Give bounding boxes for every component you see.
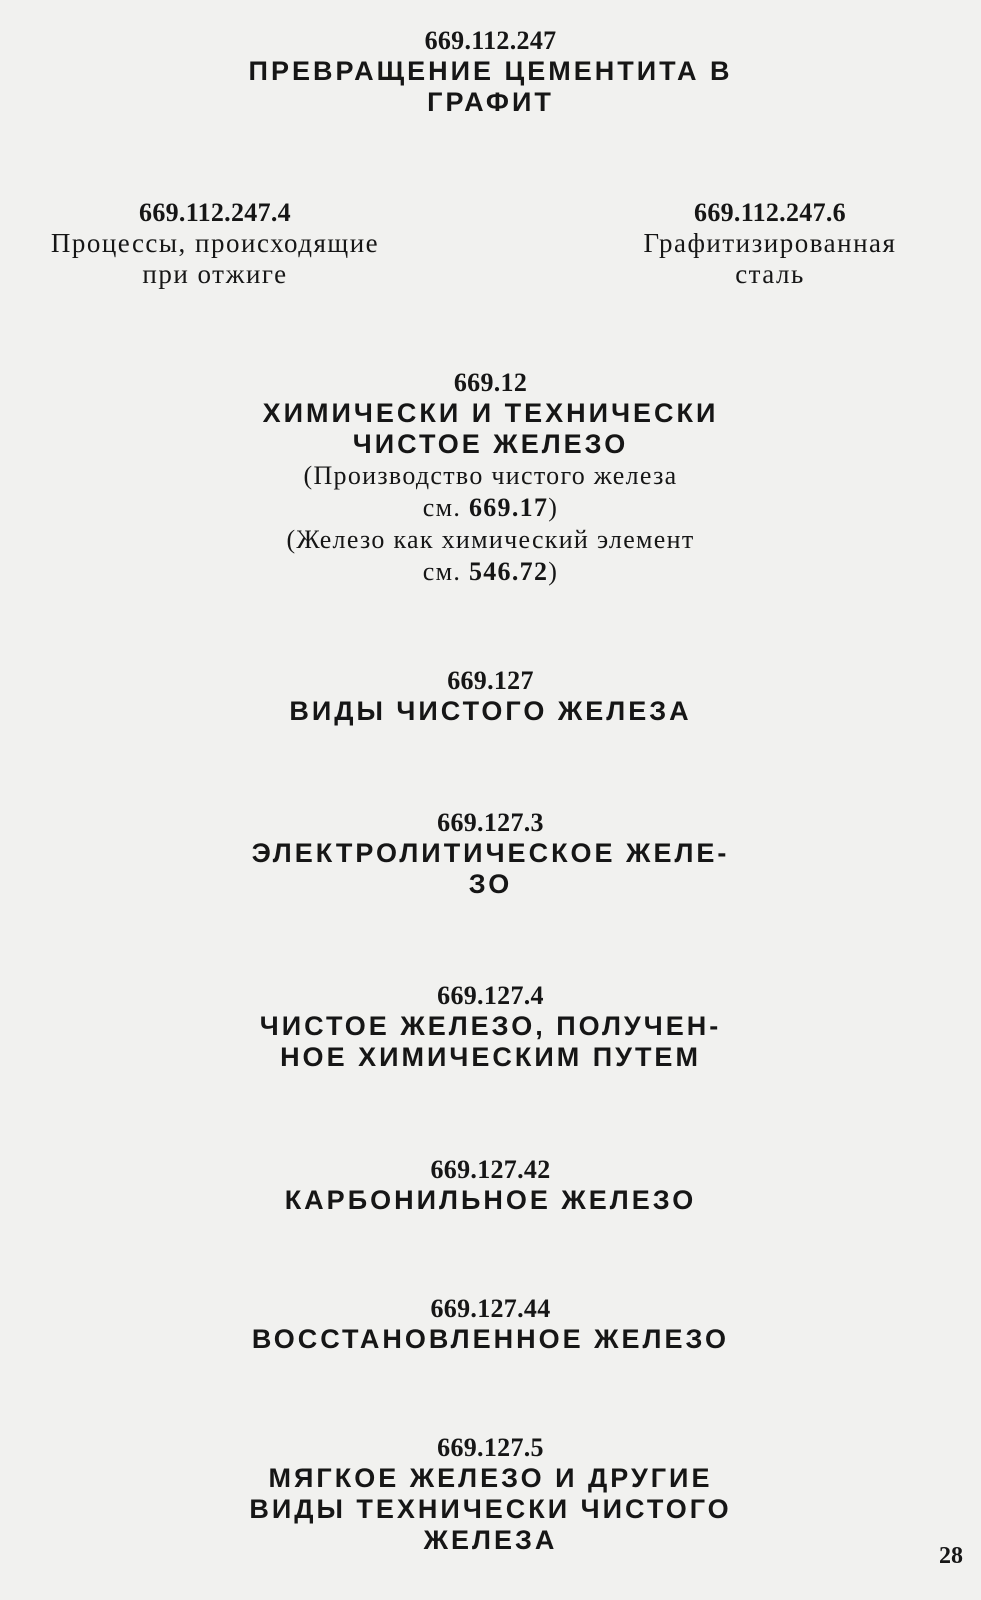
note-suffix: ) (548, 557, 559, 586)
udc-code: 669.127.44 (430, 1294, 551, 1323)
udc-code: 669.112.247 (424, 26, 557, 55)
udc-code: 669.127.4 (437, 981, 544, 1010)
note-line: (Производство чистого железа (303, 461, 678, 490)
entry-669-112-247 (0, 26, 981, 118)
note-ref: 669.17 (468, 493, 549, 522)
entry-heading-line: ЧИСТОЕ ЖЕЛЕЗО, ПОЛУЧЕН- (259, 1011, 722, 1041)
entry-669-127-5 (0, 1433, 981, 1556)
entry-heading-line: НОЕ ХИМИЧЕСКИМ ПУТЕМ (280, 1042, 701, 1072)
entry-669-112-247-6 (590, 198, 950, 290)
note-line: (Железо как химический элемент (286, 525, 695, 554)
note-prefix: см. (422, 493, 469, 522)
page-number: 28 (939, 1543, 963, 1569)
entry-heading-line: ВОССТАНОВЛЕННОЕ ЖЕЛЕЗО (251, 1324, 730, 1354)
entry-heading-line: МЯГКОЕ ЖЕЛЕЗО И ДРУГИЕ (268, 1463, 713, 1493)
entry-heading-line: ПРЕВРАЩЕНИЕ ЦЕМЕНТИТА В (248, 56, 733, 86)
cross-reference-note (0, 524, 981, 588)
entry-669-112-247-4 (0, 198, 430, 290)
entry-669-127 (0, 666, 981, 727)
entry-heading-line: ЗО (468, 869, 513, 899)
entry-heading-line: ЭЛЕКТРОЛИТИЧЕСКОЕ ЖЕЛЕ- (251, 838, 730, 868)
udc-code: 669.112.247.6 (694, 198, 846, 227)
udc-code: 669.127.5 (437, 1433, 544, 1462)
entry-heading-line: ЖЕЛЕЗА (423, 1525, 558, 1555)
entry-heading-line: КАРБОНИЛЬНОЕ ЖЕЛЕЗО (284, 1185, 697, 1215)
entry-heading-line: ВИДЫ ЧИСТОГО ЖЕЛЕЗА (289, 696, 692, 726)
note-line (0, 492, 981, 524)
entry-669-127-3 (0, 808, 981, 900)
entry-text-line: при отжиге (142, 259, 288, 289)
udc-code: 669.127 (447, 666, 534, 695)
entry-669-127-42 (0, 1155, 981, 1216)
entry-heading-line: ХИМИЧЕСКИ И ТЕХНИЧЕСКИ (262, 398, 719, 428)
note-suffix: ) (548, 493, 559, 522)
entry-669-12 (0, 368, 981, 588)
cross-reference-note (0, 460, 981, 524)
udc-code: 669.12 (453, 368, 528, 397)
udc-code: 669.127.42 (430, 1155, 551, 1184)
entry-heading-line: ГРАФИТ (427, 87, 554, 117)
udc-code: 669.112.247.4 (139, 198, 291, 227)
udc-code: 669.127.3 (437, 808, 544, 837)
note-ref: 546.72 (468, 557, 549, 586)
entry-669-127-4 (0, 981, 981, 1073)
entry-text-line: Процессы, происходящие (50, 228, 380, 258)
entry-text-line: сталь (735, 259, 805, 289)
entry-669-127-44 (0, 1294, 981, 1355)
note-prefix: см. (422, 557, 469, 586)
entry-heading-line: ЧИСТОЕ ЖЕЛЕЗО (352, 429, 629, 459)
entry-heading-line: ВИДЫ ТЕХНИЧЕСКИ ЧИСТОГО (249, 1494, 732, 1524)
note-line (0, 556, 981, 588)
entry-text-line: Графитизированная (643, 228, 897, 258)
